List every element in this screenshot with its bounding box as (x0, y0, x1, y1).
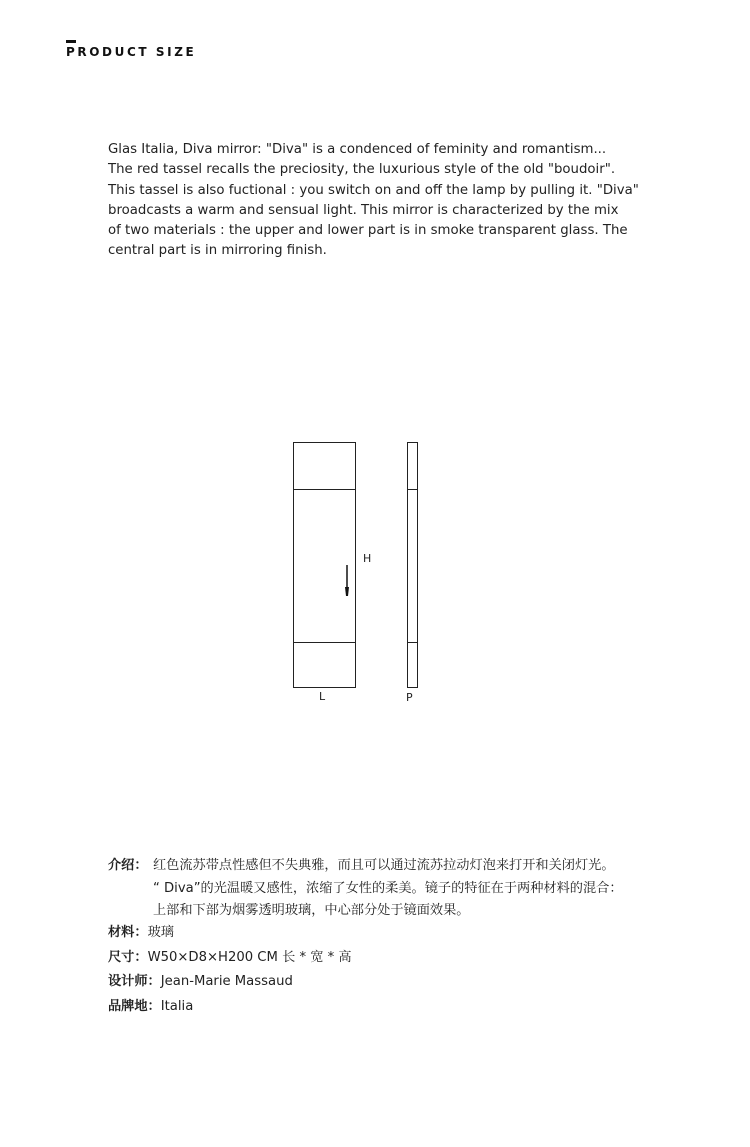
spec-brand-key: 品牌地： (108, 999, 161, 1014)
side-view-outline (408, 443, 418, 688)
dimension-label-height: H (363, 552, 372, 565)
spec-size (108, 946, 352, 965)
dimension-label-depth: P (406, 691, 413, 704)
spec-brand (108, 995, 193, 1014)
spec-intro (108, 854, 148, 873)
spec-material (108, 921, 174, 940)
tassel-icon (345, 565, 349, 596)
spec-size-key: 尺寸： (108, 950, 148, 965)
intro-line: “ Diva”的光温暖又感性，浓缩了女性的柔美。镜子的特征在于两种材料的混合： (153, 881, 623, 896)
spec-designer-key: 设计师： (108, 974, 161, 989)
description-line: central part is in mirroring finish. (108, 243, 327, 259)
spec-material-key: 材料： (108, 925, 148, 940)
spec-designer-value: Jean-Marie Massaud (160, 974, 293, 989)
spec-intro-key: 介绍： (108, 858, 148, 873)
page-title: PRODUCT SIZE (66, 45, 197, 59)
description-line: This tassel is also fuctional : you switch on and off the lamp by pulling it. "Diva" (108, 182, 639, 198)
spec-size-value: W50×D8×H200 CM 长 * 宽 * 高 (147, 950, 352, 965)
spec-material-value: 玻璃 (147, 925, 174, 940)
intro-line: 上部和下部为烟雾透明玻璃，中心部分处于镜面效果。 (153, 903, 470, 918)
description-line: Glas Italia, Diva mirror: "Diva" is a condenced of feminity and romantism... (108, 142, 607, 157)
intro-line: 红色流苏带点性感但不失典雅，而且可以通过流苏拉动灯泡来打开和关闭灯光。 (153, 858, 615, 873)
description-line: of two materials : the upper and lower part is in smoke transparent glass. The (108, 223, 628, 239)
description-line: broadcasts a warm and sensual light. This mirror is characterized by the mix (108, 202, 619, 218)
spec-brand-value: Italia (160, 999, 194, 1014)
spec-designer (108, 970, 293, 989)
description-line: The red tassel recalls the preciosity, the luxurious style of the old "boudoir". (108, 162, 616, 178)
dimension-label-length: L (319, 690, 326, 703)
